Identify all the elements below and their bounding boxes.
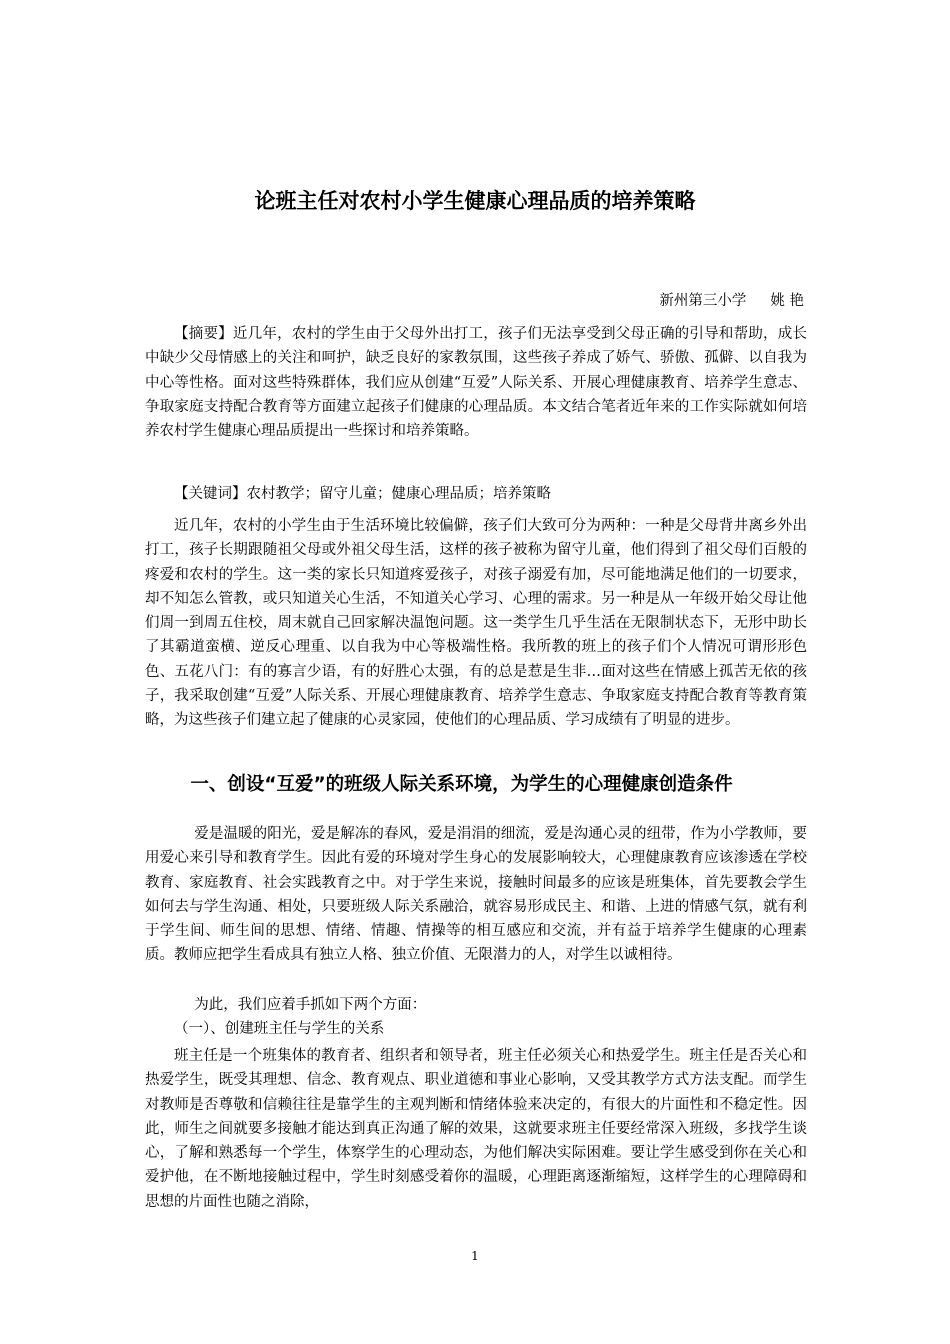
section-1-heading: 一、创设“互爱”的班级人际关系环境，为学生的心理健康创造条件	[190, 774, 733, 795]
author-line	[659, 290, 804, 312]
section-1-paragraph-1: 爱是温暖的阳光，爱是解冻的春风，爱是涓涓的细流，爱是沟通心灵的纽带，作为小学教师，要用爱心来引导和教育学生。因此有爱的环境对学生身心的发展影响较大，心理健康教育应该渗透在学校教育、家庭教育、社会实践教育之中。对于学生来说，接触时间最多的应该是班集体，首先要教会学生如何去与学生沟通、相处，只要班级人际关系融洽，就容易形成民主、和谐、上进的情感气氛，就有利于学生间、师生间的思想、情绪、情趣、情操等的相互感应和交流，并有益于培养学生健康的心理素质。教师应把学生看成具有独立人格、独立价值、无限潜力的人，对学生以诚相待。	[145, 826, 807, 964]
section-1-paragraph-2: 为此，我们应着手抓如下两个方面：	[194, 997, 427, 1013]
keywords-paragraph: 【关键词】农村教学；留守儿童；健康心理品质；培养策略	[174, 486, 551, 502]
subsection-1-heading: （一）、创建班主任与学生的关系	[174, 1021, 385, 1037]
abstract-paragraph: 【摘要】近几年，农村的学生由于父母外出打工，孩子们无法享受到父母正确的引导和帮助，成长中缺少父母情感上的关注和呵护，缺乏良好的家教氛围，这些孩子养成了娇气、骄傲、孤僻、以自我为中心等性格。面对这些特殊群体，我们应从创建“互爱”人际关系、开展心理健康教育、培养学生意志、争取家庭支持配合教育等方面建立起孩子们健康的心理品质。本文结合笔者近年来的工作实际就如何培养农村学生健康心理品质提出一些探讨和培养策略。	[145, 326, 807, 440]
intro-paragraph: 近几年，农村的小学生由于生活环境比较偏僻，孩子们大致可分为两种：一种是父母背井离乡外出打工，孩子长期跟随祖父母或外祖父母生活，这样的孩子被称为留守儿童，他们得到了祖父母们百般的疼爱和农村的学生。这一类的家长只知道疼爱孩子，对孩子溺爱有加，尽可能地满足他们的一切要求，却不知怎么管教，或只知道关心生活，不知道关心学习、心理的需求。另一种是从一年级开始父母让他们周一到周五住校，周末就自己回家解决温饱问题。这一类学生几乎生活在无限制状态下，无形中助长了其霸道蛮横、逆反心理重、以自我为中心等极端性格。我所教的班上的孩子们个人情况可谓形形色色、五花八门：有的寡言少语，有的好胜心太强，有的总是惹是生非…面对这些在情感上孤苦无依的孩子，我采取创建“互爱”人际关系、开展心理健康教育、培养学生意志、争取家庭支持配合教育等教育策略，为这些孩子们建立起了健康的心灵家园，使他们的心理品质、学习成绩有了明显的进步。	[145, 518, 807, 729]
author-name: 姚 艳	[770, 293, 804, 309]
author-school: 新州第三小学	[659, 293, 747, 309]
document-title: 论班主任对农村小学生健康心理品质的培养策略	[254, 189, 696, 213]
page-number: 1	[471, 1249, 479, 1263]
subsection-1-paragraph: 班主任是一个班集体的教育者、组织者和领导者，班主任必须关心和热爱学生。班主任是否关心和热爱学生，既受其理想、信念、教育观点、职业道德和事业心影响，又受其教学方式方法支配。而学生对教师是否尊敬和信赖往往是靠学生的主观判断和情绪体验来决定的，有很大的片面性和不稳定性。因此，师生之间就要多接触才能达到真正沟通了解的效果，这就要求班主任要经常深入班级，多找学生谈心，了解和熟悉每一个学生，体察学生的心理动态，为他们解决实际困难。要让学生感受到你在关心和爱护他，在不断地接触过程中，学生时刻感受着你的温暖，心理距离逐渐缩短，这样学生的心理障碍和思想的片面性也随之消除，	[145, 1048, 807, 1210]
